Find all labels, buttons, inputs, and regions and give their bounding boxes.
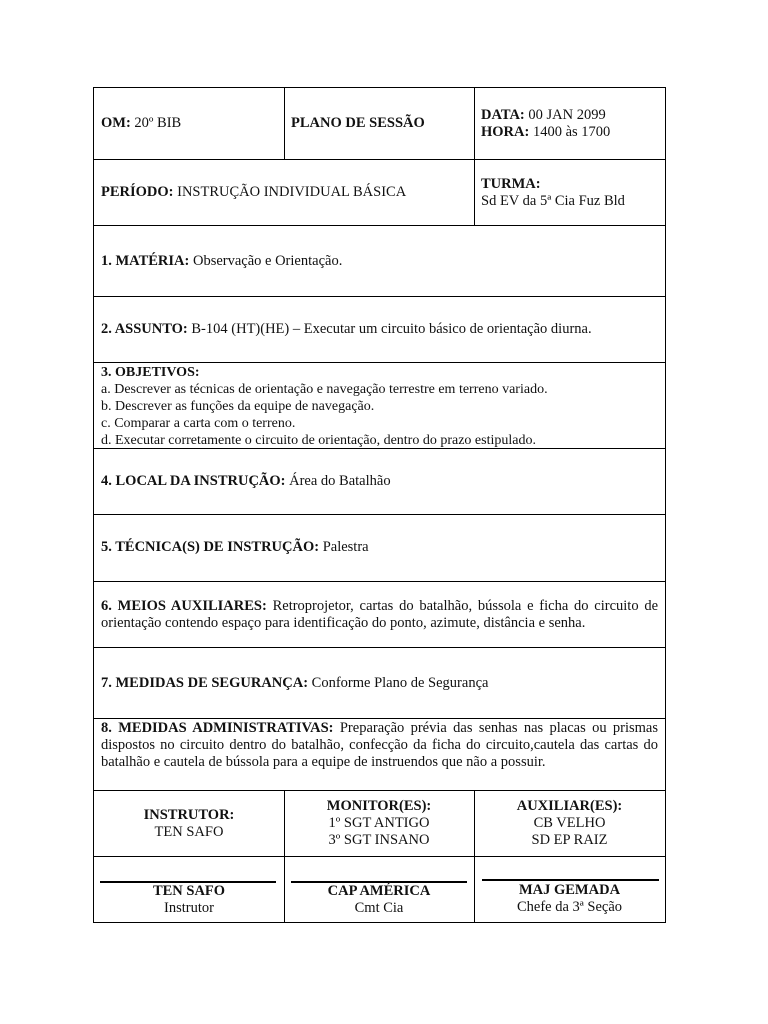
signature-row [94,857,665,922]
auxiliar-label: AUXILIAR(ES): [516,798,623,814]
header-row [94,88,665,160]
local-row [94,449,665,515]
meios-row [94,582,665,648]
seguranca-value: Conforme Plano de Segurança [311,675,489,691]
date-label: DATA: [481,107,525,123]
period-label: PERÍODO: [101,184,174,200]
plan-title-cell [284,88,474,159]
local-value: Área do Batalhão [289,473,391,489]
signature-name: MAJ GEMADA [518,882,621,898]
time-value: 1400 às 1700 [532,124,611,140]
auxiliar-cell [474,791,665,856]
admin-label: 8. MEDIDAS ADMINISTRATIVAS: [101,720,334,736]
assunto-label: 2. ASSUNTO: [101,321,188,337]
class-value: Sd EV da 5ª Cia Fuz Bld [481,193,625,209]
staff-row [94,791,665,857]
objetivo-item: b. Descrever as funções da equipe de navegação. [101,399,375,414]
period-value: INSTRUÇÃO INDIVIDUAL BÁSICA [177,184,407,200]
om-label: OM: [101,115,131,131]
seguranca-label: 7. MEDIDAS DE SEGURANÇA: [101,675,309,691]
objetivos-row [94,363,665,449]
om-value: 20º BIB [134,115,182,131]
om-cell [94,88,284,159]
signature-role: Chefe da 3ª Seção [516,899,623,915]
monitor-name: 3º SGT INSANO [328,832,430,848]
objetivo-item: d. Executar corretamente o circuito de orientação, dentro do prazo estipulado. [101,433,536,448]
class-cell [474,160,665,225]
monitor-name: 1º SGT ANTIGO [328,815,430,831]
tecnica-label: 5. TÉCNICA(S) DE INSTRUÇÃO: [101,539,320,555]
date-time-cell [474,88,665,159]
auxiliar-name: CB VELHO [533,815,606,831]
session-plan-form [93,87,666,923]
instrutor-name: TEN SAFO [154,824,224,840]
class-label: TURMA: [481,176,541,192]
signature-name: CAP AMÉRICA [327,883,431,899]
meios-value: Retroprojetor, cartas do batalhão, bússola e ficha do circuito de orientação contendo espaço para identificação do ponto, azimute, distância e senha. [101,598,659,631]
objetivo-item: a. Descrever as técnicas de orientação e navegação terrestre em terreno variado. [101,382,548,397]
signature-block [94,857,284,922]
local-label: 4. LOCAL DA INSTRUÇÃO: [101,473,286,489]
monitor-cell [284,791,474,856]
admin-row [94,719,665,791]
auxiliar-name: SD EP RAIZ [531,832,608,848]
instrutor-label: INSTRUTOR: [143,807,235,823]
tecnica-value: Palestra [322,539,369,555]
instrutor-cell [94,791,284,856]
signature-role: Cmt Cia [354,900,404,916]
tecnica-row [94,515,665,582]
signature-block [284,857,474,922]
time-label: HORA: [481,124,530,140]
date-value: 00 JAN 2099 [528,107,606,123]
signature-name: TEN SAFO [152,883,226,899]
period-row [94,160,665,226]
monitor-label: MONITOR(ES): [326,798,432,814]
meios-label: 6. MEIOS AUXILIARES: [101,598,267,614]
seguranca-row [94,648,665,719]
materia-label: 1. MATÉRIA: [101,253,190,269]
objetivos-label: 3. OBJETIVOS: [101,365,200,380]
objetivo-item: c. Comparar a carta com o terreno. [101,416,296,431]
assunto-value: B-104 (HT)(HE) – Executar um circuito básico de orientação diurna. [191,321,592,337]
signature-role: Instrutor [164,900,214,916]
materia-row [94,226,665,297]
plan-title: PLANO DE SESSÃO [291,115,425,131]
assunto-row [94,297,665,363]
period-cell [94,160,474,225]
admin-value: Preparação prévia das senhas nas placas ou prismas dispostos no circuito dentro do batalhão, confecção da ficha do circuito,cautela das cartas do batalhão e cautela de bússola para a equipe de instruendos que não a possuir. [101,720,659,770]
signature-block [474,857,665,922]
materia-value: Observação e Orientação. [192,253,343,269]
